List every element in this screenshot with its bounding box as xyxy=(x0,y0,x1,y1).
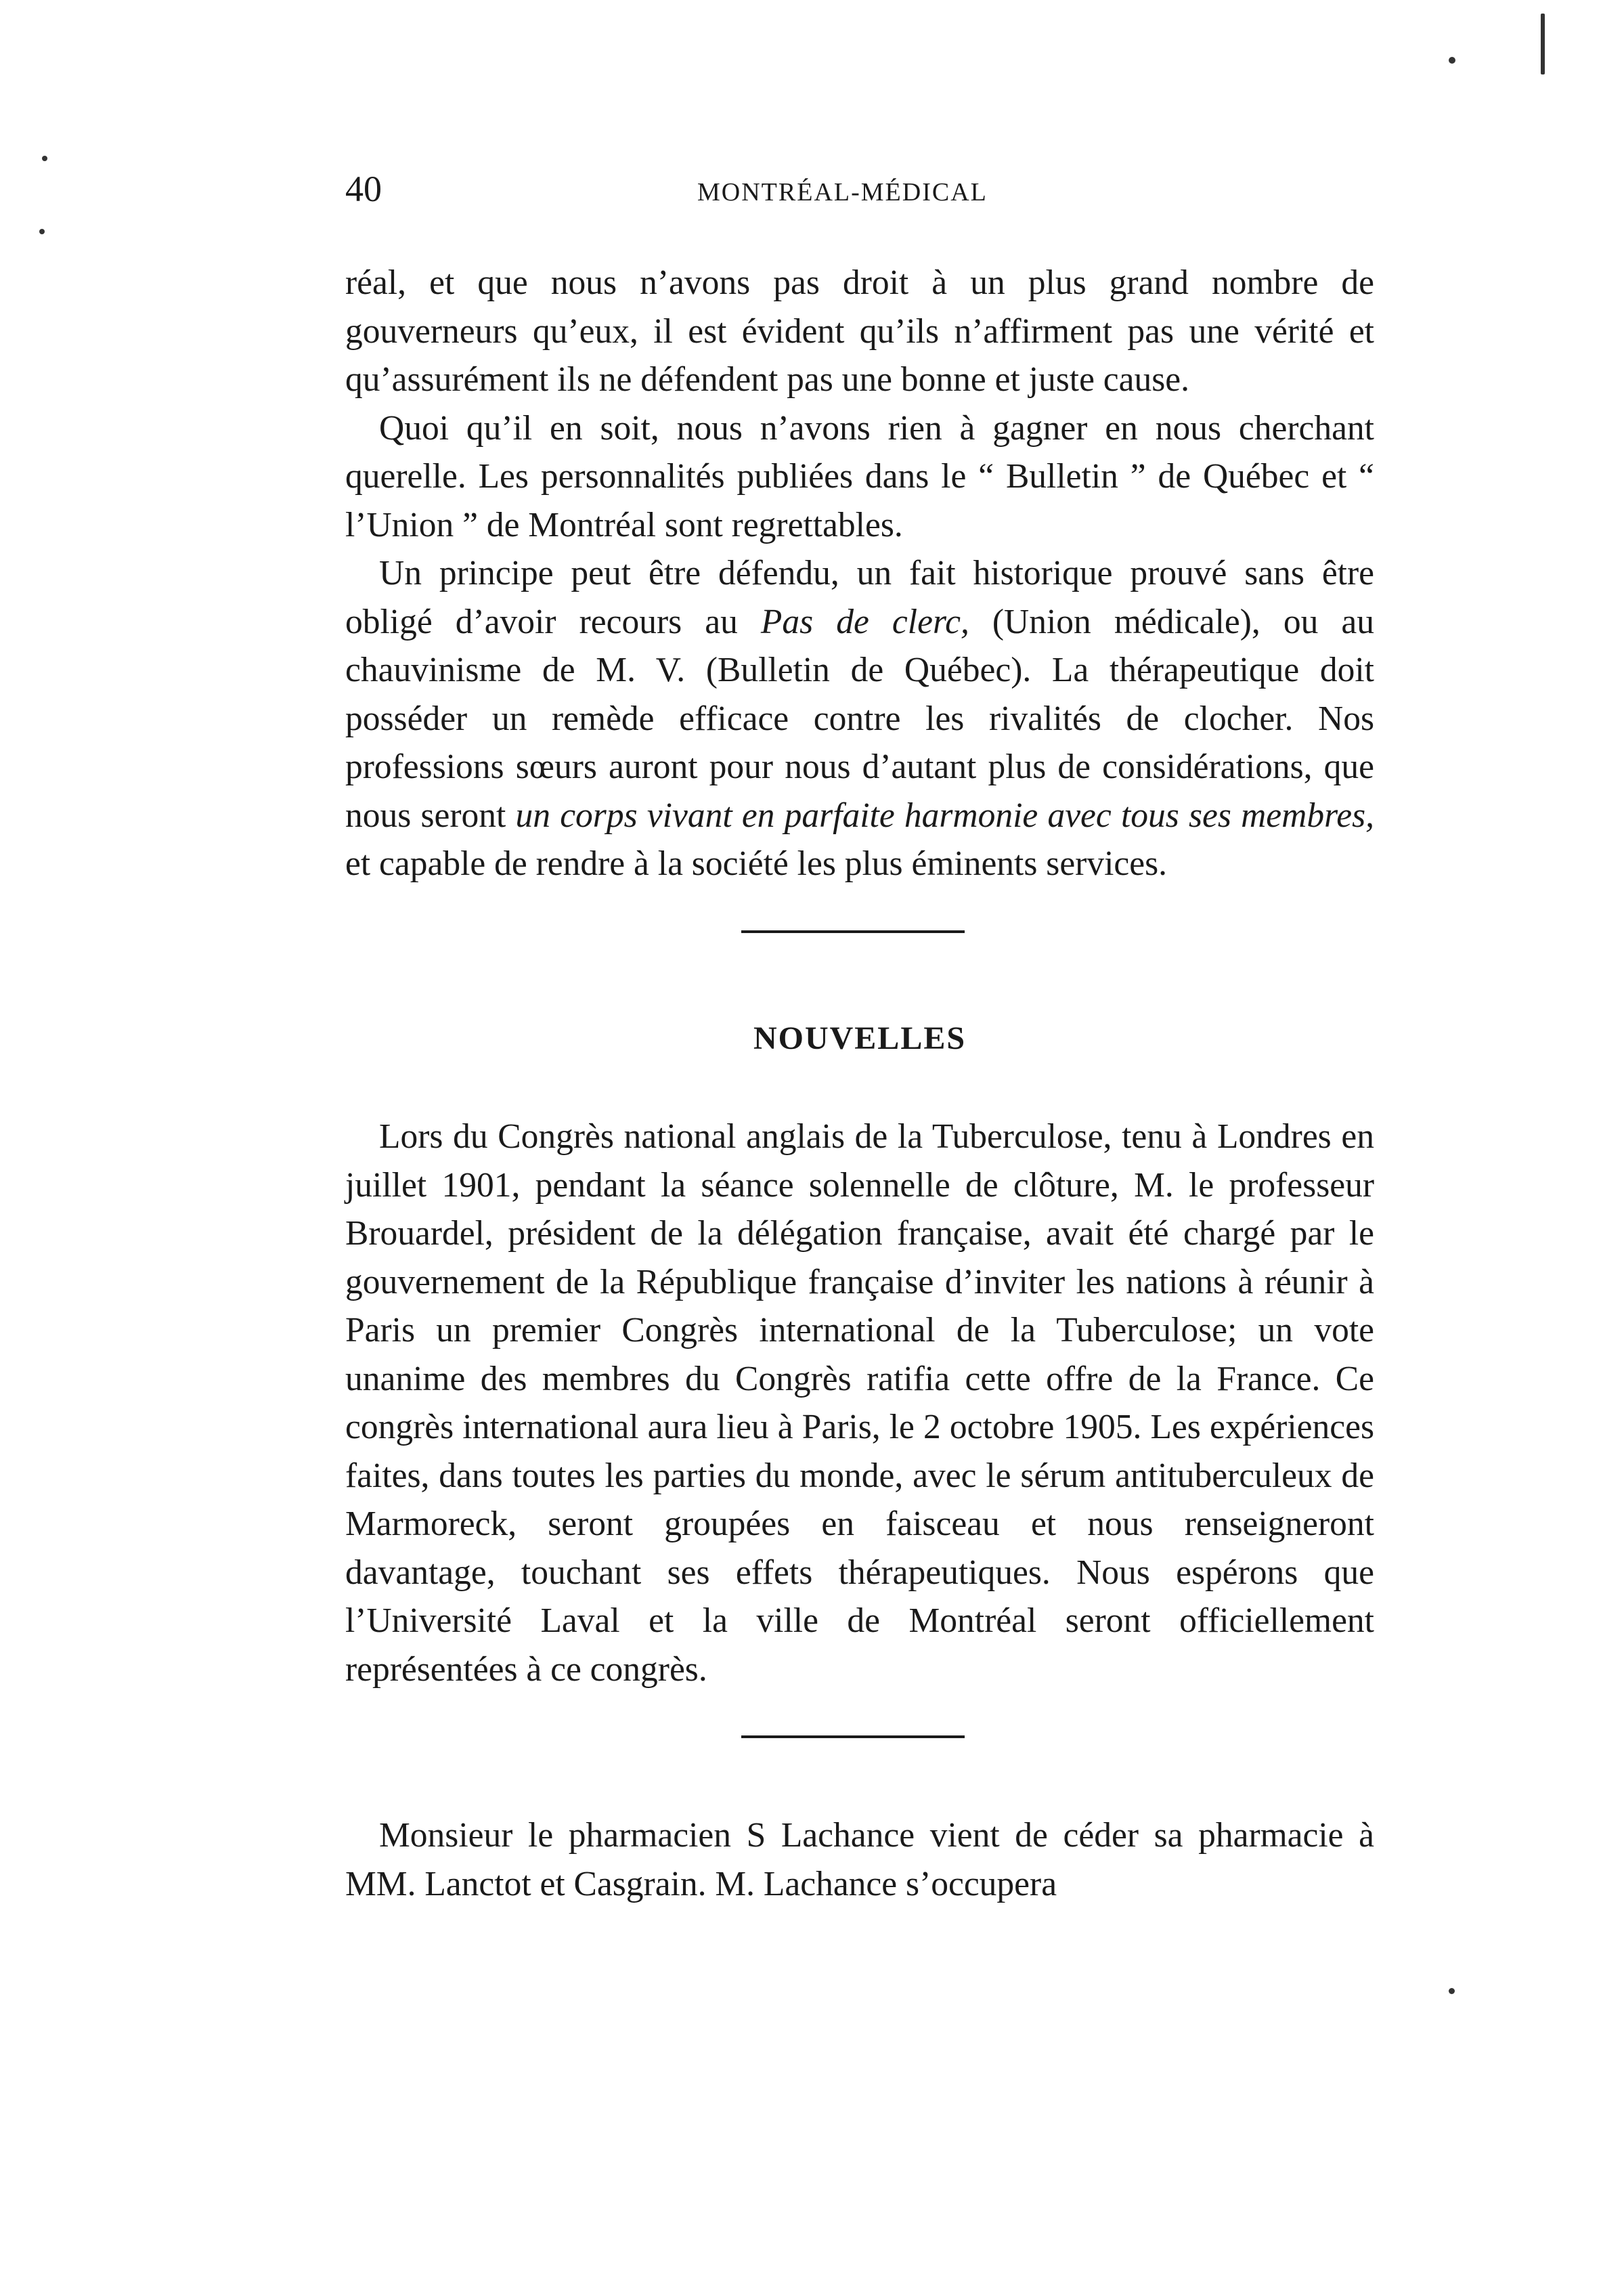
text-run: et capable de rendre à la société les plus éminents services. xyxy=(345,844,1168,883)
news-item: Monsieur le pharmacien S Lachance vient de céder sa pharmacie à MM. Lanctot et Casgrain. M. Lachance s’occupera xyxy=(345,1816,1374,1903)
page-number: 40 xyxy=(345,169,382,209)
news-item: Lors du Congrès national anglais de la Tuberculose, tenu à Londres en juillet 1901, pendant la séance solennelle de clôture, M. le professeur Brouardel, président de la délégation française, avait été chargé par le gouvernement de la République française d’inviter les nations à réunir à Paris un premier Congrès international de la Tuberculose; un vote unanime des membres du Congrès ratifia cette offre de la France. Ce congrès international aura lieu à Paris, le 2 octobre 1905. Les expériences faites, dans toutes les parties du monde, avec le sérum antituberculeux de Marmoreck, seront groupées en faisceau et nous renseigneront davantage, touchant ses effets thérapeutiques. Nous espérons que l’Université Laval et la ville de Montréal seront officiellement représentées à ce congrès. xyxy=(345,1117,1374,1689)
page-header xyxy=(345,168,1374,222)
section-divider xyxy=(741,1735,965,1738)
text-run: Un principe peut être défendu, un fait historique prouvé sans être obligé d’avoir recours au xyxy=(345,554,1374,641)
body-text xyxy=(345,259,1374,1908)
text-run: (Union médicale), ou au chauvinisme de M. V. (Bulletin de Québec). La thérapeutique doit posséder un remède efficace contre les rivalités de clocher. Nos professions sœurs auront pour nous d’autant plus de considérations, que nous seront xyxy=(345,602,1375,835)
italic-phrase: Pas de clerc, xyxy=(760,602,969,641)
paragraph xyxy=(345,549,1374,888)
section-divider xyxy=(741,930,965,933)
section-heading: NOUVELLES xyxy=(753,1020,967,1056)
running-head: MONTRÉAL-MÉDICAL xyxy=(697,178,988,207)
italic-phrase: un corps vivant en parfaite harmonie avec tous ses membres, xyxy=(515,796,1374,835)
paragraph-continuation: réal, et que nous n’avons pas droit à un plus grand nombre de gouverneurs qu’eux, il est évident qu’ils n’affirment pas une vérité et qu’assurément ils ne défendent pas une bonne et juste cause. xyxy=(345,263,1374,399)
paragraph: Quoi qu’il en soit, nous n’avons rien à gagner en nous cherchant querelle. Les personnalités publiées dans le “ Bulletin ” de Québec et “ l’Union ” de Montréal sont regrettables. xyxy=(345,408,1374,544)
